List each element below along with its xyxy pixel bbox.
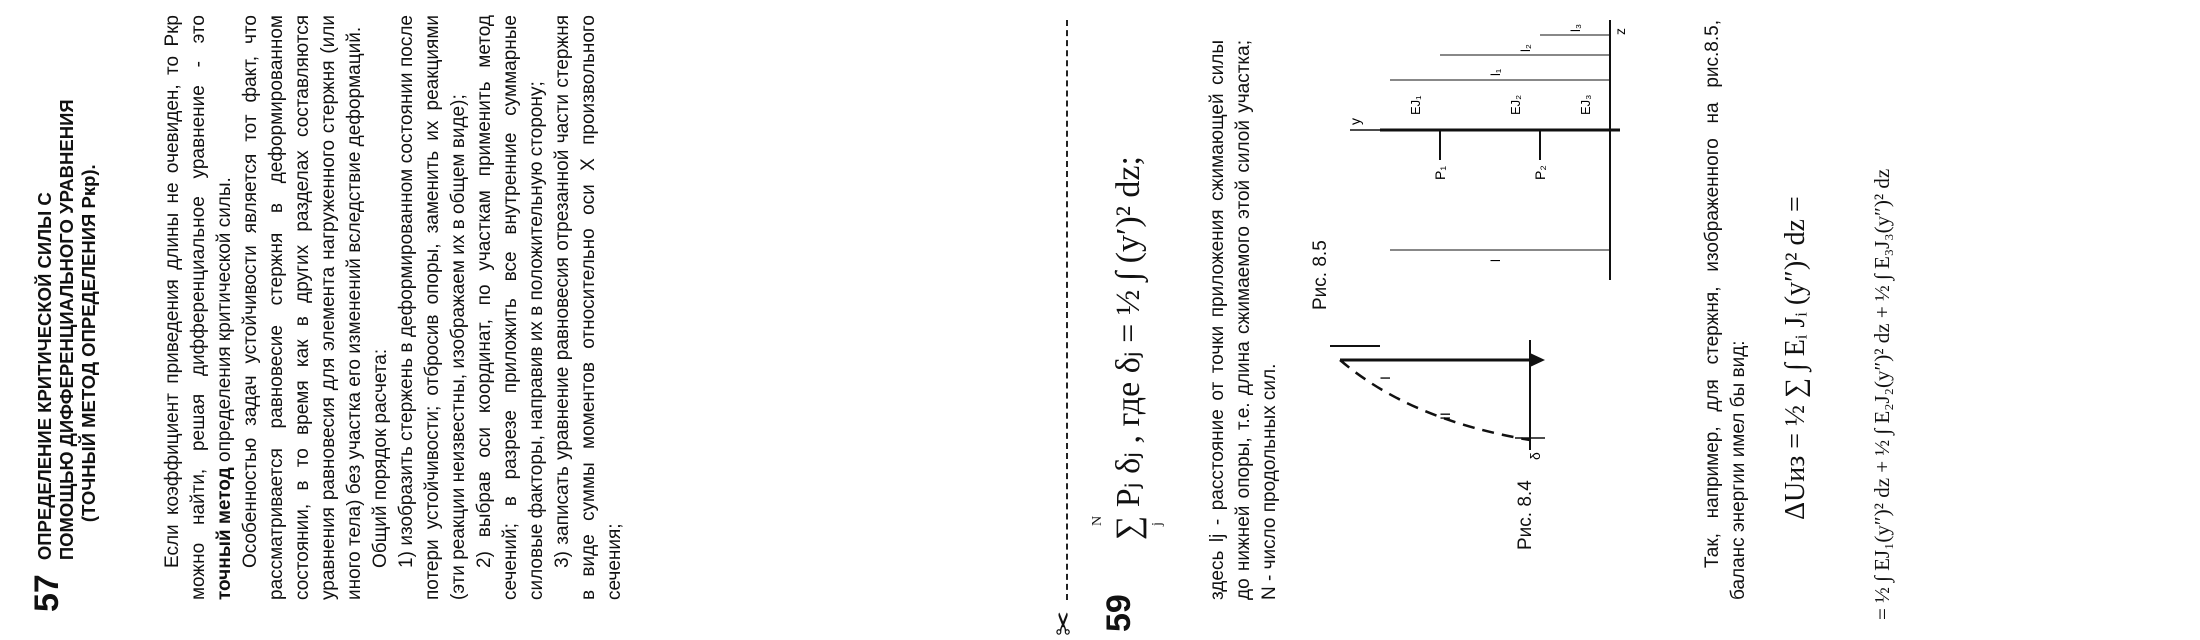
label-delta: δ [1527,452,1543,460]
scissors-icon: ✂ [1048,610,1081,636]
figure-8-5-drawing [1290,10,1650,310]
section-title-line-3: (ТОЧНЫЙ МЕТОД ОПРЕДЕЛЕНИЯ Pкр). [78,164,99,523]
figure-8-5-caption: Рис. 8.5 [1310,240,1331,310]
label-II: II [1437,412,1453,420]
section-59-paragraph: здесь lj - расстояние от точки приложения сжимающей силы до нижней опоры, т.е. длина сжимаемого этой силой участка; N - число продольных сил. [1207,40,1280,600]
paragraph: 1) изобразить стержень в деформированном состоянии после потери устойчивости; отбросив опоры, заменить их реакциями (эти реакции неизвестны, изображаем их в общем виде); [396,15,469,600]
arrow-head [1530,353,1545,367]
section-title-line-2: ПОМОЩЬЮ ДИФФЕРЕНЦИАЛЬНОГО УРАВНЕНИЯ [56,99,77,561]
formula-expanded: = ½ ∫ EJ₁(y″)² dz + ½ ∫ E₂J₂(y″)² dz + ½ ∫ E₃J₃(y″)² dz [1870,168,1894,620]
formula-delta-u: ΔUиз = ½ ∑ ∫ Eᵢ Jᵢ (y″)² dz = [1780,196,1811,520]
paragraph: 3) записать уравнение равновесия отрезанной части стержня в виде суммы моментов относительно оси X произвольного сечения; [552,15,625,600]
paragraph: 2) выбрав оси координат, по участкам применить метод сечений; в разрезе приложить все внутренние суммарные силовые факторы, направив их в положительную сторону; [474,15,547,600]
section-number: 59 [1100,594,1138,632]
section-57-heading [28,12,100,612]
label-axis-z: z [1612,28,1628,35]
deflected-bar [1340,360,1530,440]
formula-energy-sum: N j ∑ Pⱼ δⱼ , где δⱼ = ½ ∫ (y′)² dz; [1090,156,1165,540]
label-p2: P₂ [1532,165,1548,180]
figure-8-4-caption: Рис. 8.4 [1515,480,1536,550]
figure-8-4-drawing [1300,320,1550,570]
label-ej2: EJ₂ [1508,94,1523,115]
section-title-line-1: ОПРЕДЕЛЕНИЕ КРИТИЧЕСКОЙ СИЛЫ С [34,192,55,561]
figure-8-5 [1290,10,1650,310]
label-I: I [1377,376,1393,380]
label-ej3: EJ₃ [1578,94,1593,115]
label-l1: l₁ [1488,68,1503,76]
label-axis-y: y [1347,118,1363,125]
paragraph: Особенностью задач устойчивости является тот факт, что рассматривается равновесие стержня в деформированном состоянии, в то время как в других разделах составляются уравнения равновесия для элемента нагруженного стержня (или иного тела) без участка его изменений вследствие деформаций. [240,15,365,600]
paragraph: Если коэффициент приведения длины не очевиден, то Pкр можно найти, решая дифференциальное уравнение - это точный метод определения критической силы. [162,15,235,600]
label-ej1: EJ₁ [1408,95,1423,115]
label-p1: P₁ [1432,165,1448,180]
label-l2: l₂ [1518,44,1533,52]
paragraph: Общий порядок расчета: [370,348,391,568]
figure-8-4 [1300,320,1550,570]
section-59-paragraph-2: Так, например, для стержня, изображенного на рис.8.5, баланс энергии имел бы вид: [1702,20,1749,600]
section-number: 57 [28,574,66,612]
section-57-body [160,15,628,600]
label-l3: l₃ [1568,23,1583,32]
cut-line [1048,20,1088,640]
label-l: l [1488,259,1503,262]
dashed-divider [1066,20,1068,600]
